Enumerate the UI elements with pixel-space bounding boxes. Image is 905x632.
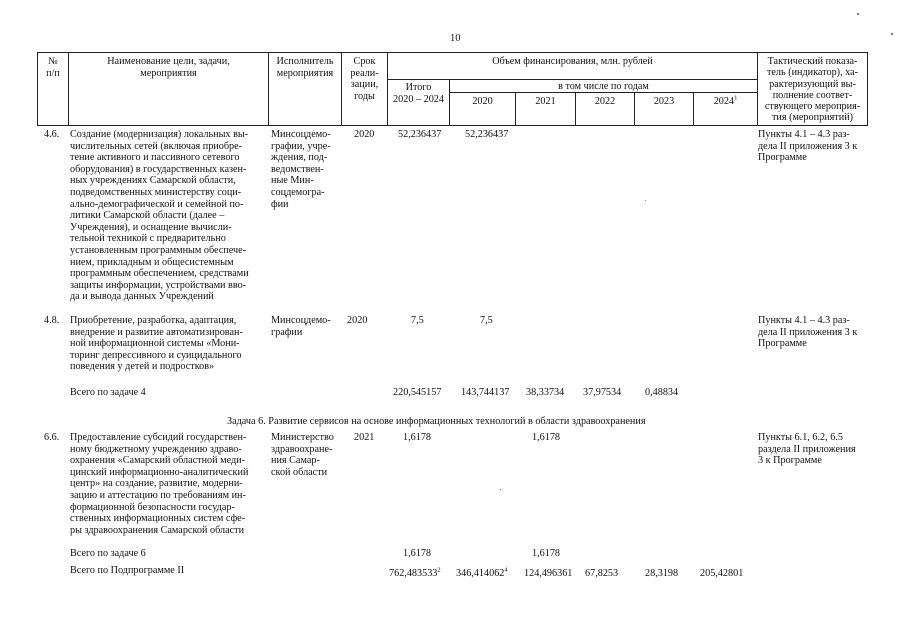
total-task4-total: 220,545157 bbox=[393, 387, 442, 398]
header-total: Итого 2020 – 2024 bbox=[393, 82, 444, 105]
header-by-years: в том числе по годам bbox=[558, 81, 649, 92]
header-num: № п/п bbox=[46, 56, 60, 79]
row-6-6-num: 6.6. bbox=[44, 432, 60, 443]
scan-speck bbox=[645, 200, 646, 201]
total-sub2-2021: 124,496361 bbox=[524, 568, 573, 579]
row-6-6-total: 1,6178 bbox=[403, 432, 432, 443]
scan-speck bbox=[857, 13, 859, 15]
total-sub2-2024: 205,42801 bbox=[700, 568, 744, 579]
row-6-6-term: 2021 bbox=[354, 432, 375, 443]
total-task4-label: Всего по задаче 4 bbox=[70, 387, 146, 398]
header-name: Наименование цели, задачи, мероприятия bbox=[107, 56, 230, 79]
total-task4-2021: 38,33734 bbox=[526, 387, 565, 398]
row-4-8-total: 7,5 bbox=[411, 315, 424, 326]
row-4-6-executor: Минсоцдемо- графии, учре- ждения, под- ведомствен- ные Мин- соцдемогра- фии bbox=[271, 129, 331, 210]
header-year-2021: 2021 bbox=[535, 96, 556, 107]
total-task4-2020: 143,744137 bbox=[461, 387, 510, 398]
header-term: Срок реали- зации, годы bbox=[350, 56, 379, 102]
table-top-border bbox=[37, 52, 867, 53]
total-sub2-2023: 28,3198 bbox=[645, 568, 679, 579]
total-task4-2023: 0,48834 bbox=[645, 387, 679, 398]
total-task6-2021: 1,6178 bbox=[532, 548, 561, 559]
row-4-6-2020: 52,236437 bbox=[465, 129, 509, 140]
row-4-6-name: Создание (модернизация) локальных вы- числительных сетей (включая приобре- тение активного и пассивного сетевого оборудования) в государственных казен- ных учреждениях Самарской области, подведомственных министерству соци- ально-демографической и семейной по- литики Самарской области (далее – Учреждения), и оснащение вычисли- тельной техникой с предварительно установленным программным обеспече- нием, прикладным и общесистемным программным обеспечением, средствами защиты информации, устройствами вво- да и вывода данных Учреждений bbox=[70, 129, 249, 303]
total-sub2-2020-value: 346,414062 bbox=[456, 568, 505, 579]
total-sub2-total bbox=[389, 568, 441, 580]
total-sub2-label: Всего по Подпрограмме II bbox=[70, 565, 185, 576]
row-4-8-indicator: Пункты 4.1 – 4.3 раз- дела II приложения 3 к Программе bbox=[758, 315, 858, 350]
table-right-border bbox=[867, 52, 868, 126]
header-indicator: Тактический показа- тель (индикатор), ха- рактеризующий вы- полнение соответ- ствующего мероприя- тия (мероприятий) bbox=[764, 56, 861, 124]
header-finance: Объем финансирования, млн. рублей bbox=[492, 56, 653, 67]
page-number: 10 bbox=[450, 33, 461, 44]
row-4-8-term: 2020 bbox=[347, 315, 368, 326]
total-task6-total: 1,6178 bbox=[403, 548, 432, 559]
task6-title: Задача 6. Развитие сервисов на основе информационных технологий в области здравоохранения bbox=[227, 416, 646, 427]
total-task4-2022: 37,97534 bbox=[583, 387, 622, 398]
header-executor: Исполнитель мероприятия bbox=[276, 56, 334, 79]
row-4-6-indicator: Пункты 4.1 – 4.3 раз- дела II приложения 3 к Программе bbox=[758, 129, 858, 164]
footnote-marker: 1 bbox=[734, 94, 738, 102]
row-4-6-total: 52,236437 bbox=[398, 129, 442, 140]
row-4-8-num: 4.8. bbox=[44, 315, 60, 326]
row-6-6-name: Предоставление субсидий государствен- ному бюджетному учреждению здраво- охранения «Самарский областной меди- цинский информационно-аналитический центр» на создание, развитие, модерни- зацию и аттестацию по требованиям ин- формационной безопасности государ- ственных информационных систем сфе- ры здравоохранения Самарской области bbox=[70, 432, 249, 536]
row-4-8-executor: Минсоцдемо- графии bbox=[271, 315, 331, 338]
header-bottom-border bbox=[37, 125, 867, 126]
header-year-2023: 2023 bbox=[653, 96, 675, 107]
header-year-2022: 2022 bbox=[594, 96, 616, 107]
total-task6-label: Всего по задаче 6 bbox=[70, 548, 146, 559]
row-4-8-name: Приобретение, разработка, адаптация, внедрение и развитие автоматизирован- ной информационной системы «Мони- торинг депрессивного и суицидального поведения у детей и подростков» bbox=[70, 315, 243, 373]
row-6-6-2021: 1,6178 bbox=[532, 432, 561, 443]
finance-subheader-line bbox=[387, 79, 757, 80]
total-sub2-total-value: 762,483533 bbox=[389, 568, 438, 579]
total-sub2-2022: 67,8253 bbox=[585, 568, 619, 579]
row-6-6-indicator: Пункты 6.1, 6.2, 6.5 раздела II приложения 3 к Программе bbox=[758, 432, 856, 467]
total-sub2-total-footnote: 2 bbox=[437, 566, 441, 574]
total-sub2-2020-footnote: 4 bbox=[504, 566, 508, 574]
row-4-8-2020: 7,5 bbox=[480, 315, 493, 326]
header-year-2024 bbox=[694, 96, 757, 108]
scan-speck bbox=[891, 33, 893, 35]
header-year-2024-text: 2024 bbox=[713, 96, 735, 107]
row-4-6-num: 4.6. bbox=[44, 129, 60, 140]
row-6-6-executor: Министерство здравоохране- ния Самар- ской области bbox=[271, 432, 334, 478]
row-4-6-term: 2020 bbox=[354, 129, 375, 140]
scan-speck bbox=[500, 489, 501, 490]
total-sub2-2020 bbox=[456, 568, 508, 580]
header-year-2020: 2020 bbox=[472, 96, 493, 107]
